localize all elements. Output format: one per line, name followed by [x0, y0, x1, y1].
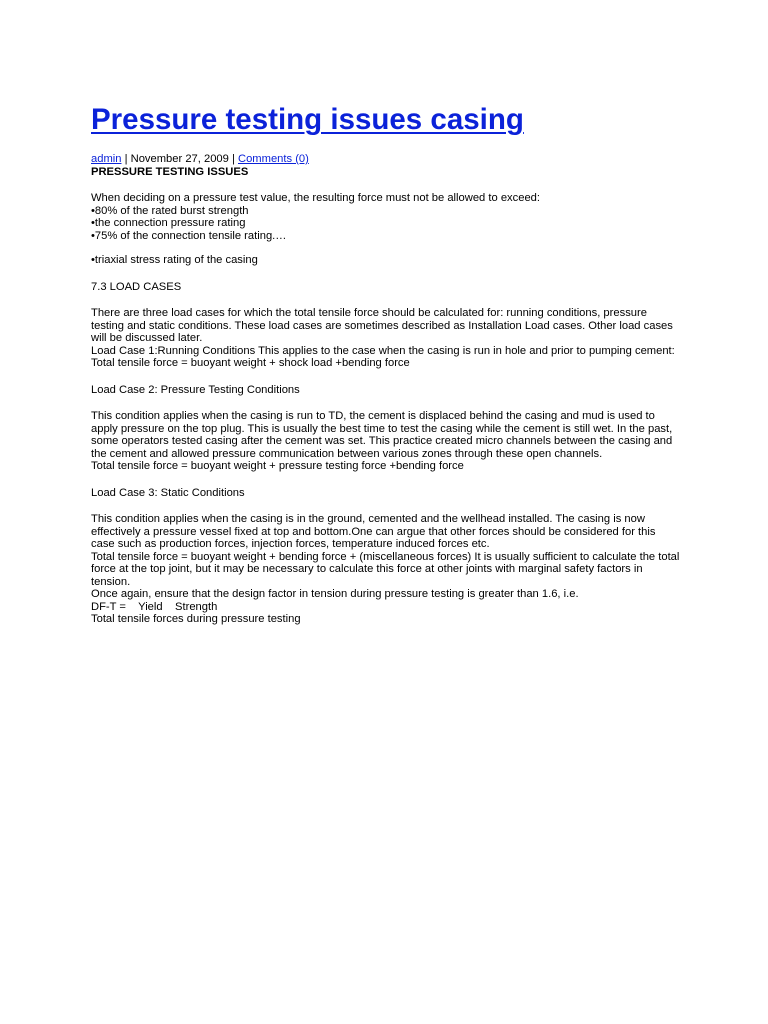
- section-title: 7.3 LOAD CASES: [91, 280, 182, 293]
- intro-paragraph: When deciding on a pressure test value, the resulting force must not be allowed to exceed:: [91, 192, 541, 204]
- load-cases-intro: There are three load cases for which the total tensile force should be calculated for: running conditions, pressure testing and static conditions. These load cases are sometimes described as Installation Load cases. Other load cases will be discussed later.: [91, 307, 673, 344]
- load-case-1-formula: Total tensile force = buoyant weight + shock load +bending force: [91, 357, 410, 369]
- design-factor-formula: DF-T = Yield Strength: [91, 600, 218, 613]
- design-factor-denominator: Total tensile forces during pressure testing: [91, 613, 301, 625]
- section-heading: PRESSURE TESTING ISSUES: [91, 166, 249, 178]
- load-case-3-formula: Total tensile force = buoyant weight + bending force + (miscellaneous forces) It is usually sufficient to calculate the total force at the top joint, but it may be necessary to calculate this force at other joints with marginal safety factors in tension.: [91, 550, 680, 588]
- article-body: [91, 179, 681, 626]
- bullet-item: •triaxial stress rating of the casing: [91, 254, 258, 266]
- design-factor-note: Once again, ensure that the design factor in tension during pressure testing is greater than 1.6, i.e.: [91, 588, 579, 600]
- load-case-3-title: Load Case 3: Static Conditions: [91, 486, 245, 499]
- bullet-item: •the connection pressure rating: [91, 217, 246, 229]
- post-meta: [91, 153, 681, 166]
- author-link[interactable]: admin: [91, 153, 122, 165]
- meta-separator: |: [121, 153, 131, 165]
- load-case-1-description: Load Case 1:Running Conditions This applies to the case when the casing is run in hole and prior to pumping cement:: [91, 344, 675, 357]
- article: [91, 102, 681, 626]
- load-case-3-description: This condition applies when the casing is in the ground, cemented and the wellhead installed. The casing is now effectively a pressure vessel fixed at top and bottom.One can argue that other forces should be considered for this case such as production forces, injection forces, temperature induced forces etc.: [91, 513, 656, 550]
- bullet-item: •75% of the connection tensile rating.…: [91, 229, 287, 242]
- load-case-2-formula: Total tensile force = buoyant weight + pressure testing force +bending force: [91, 460, 464, 472]
- load-case-2-description: This condition applies when the casing is run to TD, the cement is displaced behind the casing and mud is used to apply pressure on the top plug. This is usually the best time to test the casing while the cement is still wet. In the past, some operators tested casing after the cement was set. This practice created micro channels between the casing and the cement and allowed pressure communication between various zones through these open channels.: [91, 410, 673, 460]
- meta-separator: |: [228, 153, 238, 165]
- bullet-item: •80% of the rated burst strength: [91, 204, 249, 217]
- load-case-2-title: Load Case 2: Pressure Testing Conditions: [91, 383, 300, 396]
- article-title-link[interactable]: Pressure testing issues casing: [91, 103, 524, 136]
- post-date: November 27, 2009: [130, 153, 229, 165]
- comments-link[interactable]: Comments (0): [238, 153, 309, 165]
